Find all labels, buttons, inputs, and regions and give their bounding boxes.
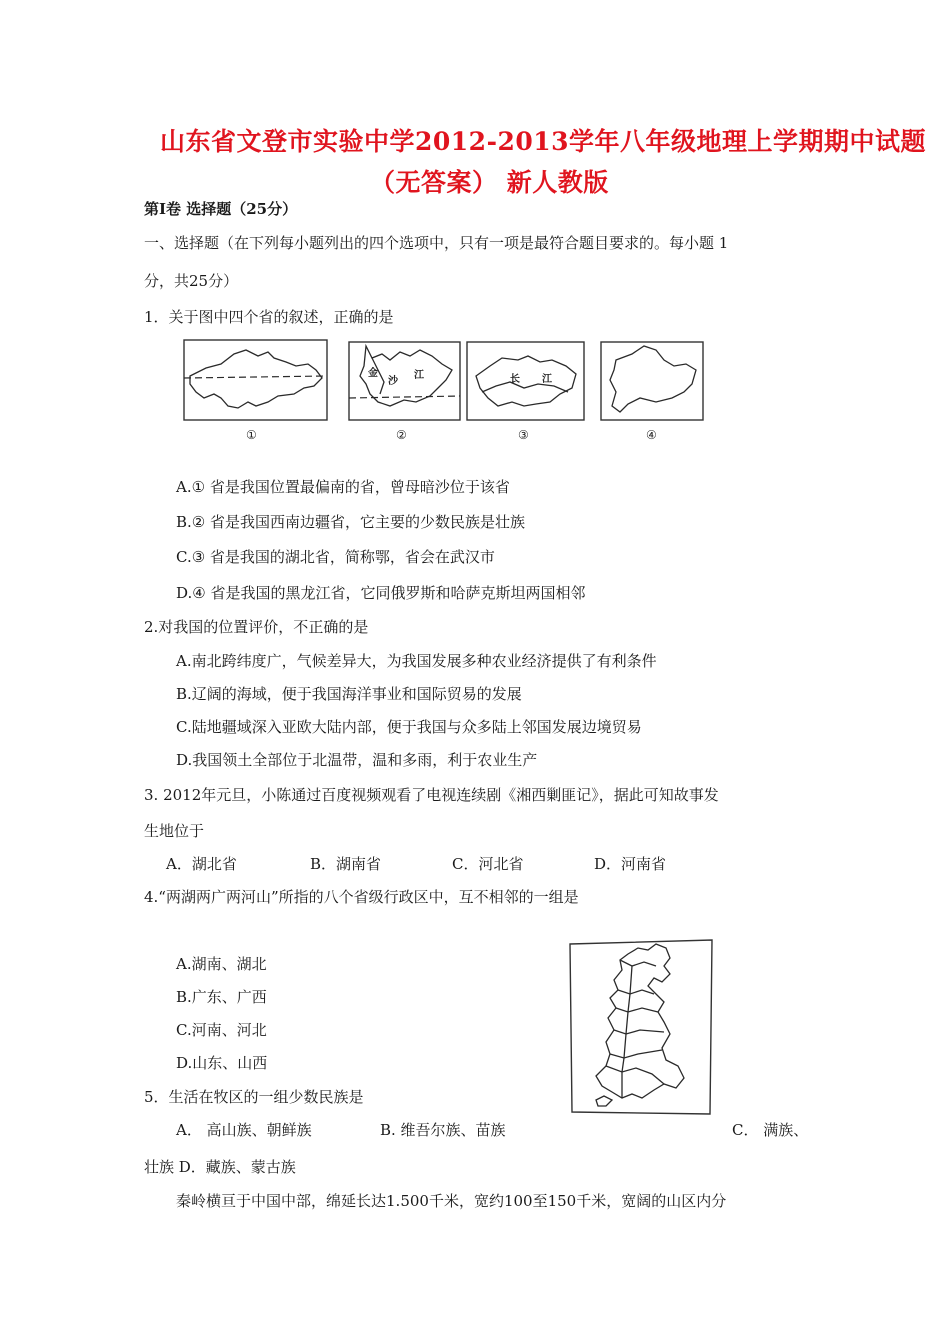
intro-line2: 分，共25分）	[144, 272, 239, 290]
map-2-label-jiang: 江	[414, 370, 424, 381]
q1-option-b: B.② 省是我国西南边疆省，它主要的少数民族是壮族	[176, 513, 526, 531]
q1-option-c: C.③ 省是我国的湖北省，简称鄂，省会在武汉市	[176, 548, 495, 566]
passage-text: 秦岭横亘于中国中部，绵延长达1.500千米，宽约100至150千米，宽阔的山区内分	[176, 1192, 727, 1210]
q3-option-a: A．湖北省	[166, 855, 237, 873]
map-3-outline	[467, 342, 584, 420]
map-1-outline	[184, 340, 327, 420]
q5-stem: 5．生活在牧区的一组少数民族是	[144, 1088, 364, 1106]
map-2-label-jin: 金	[368, 368, 378, 379]
q1-option-d: D.④ 省是我国的黑龙江省，它同俄罗斯和哈萨克斯坦两国相邻	[176, 584, 586, 602]
q2-option-a: A.南北跨纬度广，气候差异大，为我国发展多种农业经济提供了有利条件	[176, 652, 657, 670]
q3-stem-line1: 3. 2012年元旦，小陈通过百度视频观看了电视连续剧《湘西剿匪记》，据此可知故事发	[144, 786, 719, 804]
q4-stem: 4.“两湖两广两河山”所指的八个省级行政区中，互不相邻的一组是	[144, 888, 579, 906]
q3-option-d: D．河南省	[594, 855, 667, 873]
q3-option-c: C．河北省	[452, 855, 524, 873]
map-4-outline	[601, 342, 703, 420]
document-title-line1: 山东省文登市实验中学2012-2013学年八年级地理上学期期中试题	[160, 127, 927, 156]
q4-option-c: C.河南、河北	[176, 1021, 267, 1039]
q4-option-b: B.广东、广西	[176, 988, 267, 1006]
map-2-outline	[349, 342, 460, 420]
q2-option-b: B.辽阔的海域，便于我国海洋事业和国际贸易的发展	[176, 685, 522, 703]
map-3-label: ③	[518, 428, 529, 442]
q4-option-d: D.山东、山西	[176, 1054, 268, 1072]
q2-stem: 2.对我国的位置评价，不正确的是	[144, 618, 369, 636]
q3-option-b: B．湖南省	[310, 855, 382, 873]
q3-stem-line2: 生地位于	[144, 822, 205, 840]
q5-option-b: B. 维吾尔族、苗族	[380, 1121, 506, 1139]
map-2-label-sha: 沙	[388, 376, 398, 387]
q2-option-d: D.我国领土全部位于北温带，温和多雨，利于农业生产	[176, 751, 538, 769]
q2-option-c: C.陆地疆域深入亚欧大陆内部，便于我国与众多陆上邻国发展边境贸易	[176, 718, 642, 736]
document-title-line2: （无答案） 新人教版	[370, 168, 609, 197]
map-2-label: ②	[396, 428, 407, 442]
section-heading: 第Ⅰ卷 选择题（25分）	[144, 200, 298, 218]
map-4-label: ④	[646, 428, 657, 442]
map-3-label-jiang: 江	[542, 374, 552, 385]
map-3-label-chang: 长	[510, 374, 520, 385]
map-1-label: ①	[246, 428, 257, 442]
q4-option-a: A.湖南、湖北	[176, 955, 267, 973]
q5-option-a: A． 高山族、朝鲜族	[176, 1121, 312, 1139]
q1-stem: 1．关于图中四个省的叙述，正确的是	[144, 308, 394, 326]
q1-option-a: A.① 省是我国位置最偏南的省，曾母暗沙位于该省	[176, 478, 510, 496]
q4-provinces-map	[566, 938, 716, 1116]
q5-option-c: C． 满族、	[732, 1121, 809, 1139]
intro-line1: 一、选择题（在下列每小题列出的四个选项中，只有一项是最符合题目要求的。每小题 1	[144, 234, 729, 252]
q5-line2: 壮族 D．藏族、蒙古族	[144, 1158, 296, 1176]
q1-province-maps	[176, 336, 716, 448]
